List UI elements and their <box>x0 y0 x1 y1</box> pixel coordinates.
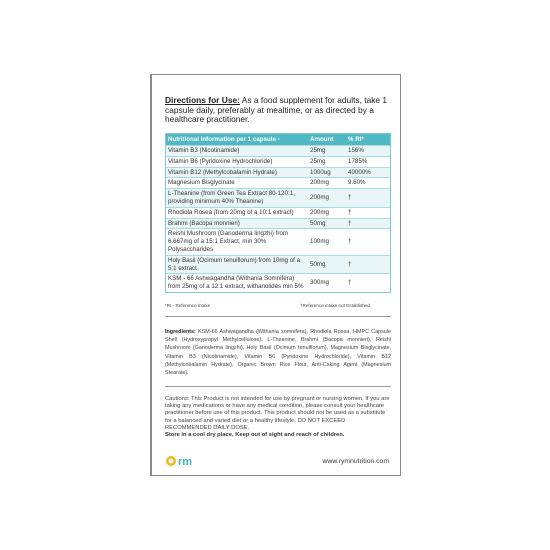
row-nutrient: Brahmi (Bacopa monnieri) <box>168 219 240 227</box>
table-row <box>166 255 390 274</box>
row-ri: † <box>348 219 352 227</box>
header-nutrient: Nutritional Information per 1 capsule - <box>168 136 280 143</box>
row-ri: 40000% <box>348 168 371 176</box>
row-amount: 1000ug <box>310 168 331 176</box>
table-row <box>166 167 390 178</box>
nutrition-table-header <box>166 134 390 145</box>
row-nutrient: Vitamin B3 (Nicotinamide) <box>168 147 240 154</box>
table-footnotes <box>165 303 391 312</box>
reference-footnote: †Reference intake not Established <box>300 303 370 308</box>
divider <box>165 386 391 387</box>
row-nutrient: Magnesium Bisglycinate <box>168 179 235 187</box>
row-ri: † <box>348 260 352 268</box>
table-row <box>166 273 390 292</box>
ingredients-label: Ingredients: <box>165 329 196 335</box>
row-amount: 50mg <box>310 219 326 227</box>
ingredients-section <box>165 328 391 377</box>
row-nutrient: Rhodiola Rosea (from 20mg of a 10:1 extract) <box>168 208 294 216</box>
storage-instructions: Store in a cool dry place, Keep out of sight and reach of children. <box>165 432 345 439</box>
cautions-text: Cautions: This Product is not intended for use by pregnant or nursing women. If you are taking any medications or have any medical condition, please consult your healthcare practitioner before use of this product. This product should not be used as a substitute for a balanced and varied diet or a healthy lifestyle. DO NOT EXCEED RECOMMENDED DAILY DOSE. <box>165 396 390 431</box>
divider <box>165 316 391 317</box>
table-row <box>166 228 390 254</box>
directions-heading: Directions for Use: <box>165 95 240 105</box>
table-row <box>166 218 390 229</box>
logo-text: rm <box>178 456 193 468</box>
header-amount: Amount <box>310 136 334 143</box>
row-amount: 300mg <box>310 279 329 287</box>
row-nutrient: Vitamin B12 (Methylcobalamin Hydrate) <box>168 168 277 176</box>
table-row <box>166 188 390 207</box>
row-nutrient: KSM - 66 Ashwagandha (Withania Somnifera) from 25mg of a 12:1 extract, withanolides min 5% <box>168 275 304 291</box>
cautions-section <box>165 396 391 439</box>
directions-text: As a food supplement for adults, take 1 capsule daily, preferably at mealtime, or as directed by a healthcare practitioner. <box>165 95 388 125</box>
website-url: www.rymnutrition.com <box>322 458 389 465</box>
row-amount: 25mg <box>310 147 326 154</box>
row-ri: 1785% <box>348 157 368 165</box>
directions-for-use <box>165 96 391 125</box>
ri-footnote: *RI - Reference intake <box>165 303 211 308</box>
row-ri: † <box>348 208 352 216</box>
row-amount: 200mg <box>310 194 329 202</box>
ingredients-text: KSM-66 Ashwagandha (Withania somnifera), Rhodiola Rosea, HMPC Capsule Shell (Hydroxypropyl Methylcellulose), L-Theanine, Brahmi (Bacopa monnieri), Reishi Mushroom (Ganoderma lingzhi), Holy Basil (Ocimum tenuiflorum), Magnesium Bisglycinate, Vitamin B3 (Nicotinamide), Vitamin B6 (Pyridoxine Hydrochloride), Vitamin B12 (Methylcobalamin Hydrate), Organic Brown Rice Flour, Anti-Caking Agent (Magnesium Stearate). <box>165 329 391 377</box>
row-ri: 156% <box>348 147 364 154</box>
row-nutrient: Holy Basil (Ocimum tenuiflorum) from 10mg of a 5:1 extract <box>168 256 301 272</box>
nutrition-table <box>165 133 391 293</box>
table-row <box>166 207 390 218</box>
row-nutrient: Vitamin B6 (Pyridoxine Hydrochloride) <box>168 157 273 165</box>
row-amount: 200mg <box>310 208 329 216</box>
row-nutrient: Reishi Mushroom (Ganoderma lingzhi) from 6.667mg of a 15:1 Extract, min 30% Polysaccharides <box>168 230 289 253</box>
table-row <box>166 156 390 167</box>
rym-logo <box>165 454 205 468</box>
header-ri: % RI* <box>348 136 364 143</box>
row-ri: 9.60% <box>348 179 366 187</box>
row-amount: 25mg <box>310 157 326 165</box>
row-amount: 50mg <box>310 260 326 268</box>
table-row <box>166 145 390 156</box>
supplement-label-panel <box>150 74 401 476</box>
row-amount: 200mg <box>310 179 329 187</box>
row-ri: † <box>348 194 352 202</box>
row-ri: † <box>348 279 352 287</box>
row-ri: † <box>348 238 352 246</box>
table-row <box>166 177 390 188</box>
row-nutrient: L-Theanine (from Green Tea Extract 80-120:1, providing minimum 40% Theanine) <box>168 190 295 205</box>
row-amount: 100mg <box>310 238 329 246</box>
